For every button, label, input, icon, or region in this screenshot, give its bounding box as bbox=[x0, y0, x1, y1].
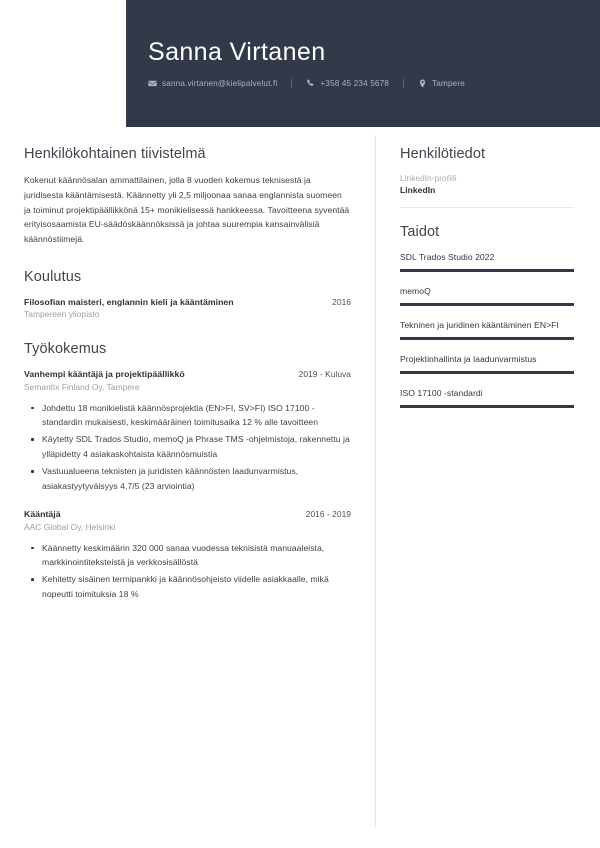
skill-bar-fill bbox=[400, 405, 574, 408]
experience-role: Kääntäjä bbox=[24, 509, 61, 520]
education-date: 2016 bbox=[332, 296, 351, 307]
skill-bar-fill bbox=[400, 337, 574, 340]
experience-date: 2019 - Kuluva bbox=[298, 369, 351, 380]
skill-item bbox=[400, 319, 574, 340]
education-entry bbox=[24, 296, 351, 319]
main-column bbox=[0, 127, 375, 604]
skill-bar-track bbox=[400, 337, 574, 340]
experience-bullets bbox=[24, 541, 351, 602]
skill-name: Projektinhallinta ja laadunvarmistus bbox=[400, 354, 537, 365]
contact-location[interactable] bbox=[418, 79, 465, 88]
contact-location-text: Tampere bbox=[432, 78, 465, 88]
experience-employer: Semantix Finland Oy, Tampere bbox=[24, 381, 140, 392]
skill-bar-fill bbox=[400, 269, 574, 272]
experience-date: 2016 - 2019 bbox=[305, 509, 351, 520]
experience-employer: AAC Global Oy, Helsinki bbox=[24, 521, 116, 532]
skill-item bbox=[400, 285, 574, 306]
contact-phone-text: +358 45 234 5678 bbox=[320, 78, 390, 88]
list-item: Käännetty keskimäärin 320 000 sanaa vuodessa teknisistä manuaaleista, markkinointiteksteistä ja verkkosisällöstä bbox=[42, 541, 351, 570]
contact-row bbox=[148, 79, 600, 88]
experience-role: Vanhempi kääntäjä ja projektipäällikkö bbox=[24, 369, 185, 380]
contact-phone[interactable] bbox=[306, 79, 389, 88]
section-summary bbox=[24, 146, 351, 247]
skill-bar-track bbox=[400, 269, 574, 272]
education-institution: Tampereen yliopisto bbox=[24, 309, 100, 320]
contact-separator bbox=[403, 79, 404, 88]
experience-bullets bbox=[24, 401, 351, 494]
list-item: Kehitetty sisäinen termipankki ja käännösohjeisto viidelle asiakkaalle, mikä nopeutti toimituksia 18 % bbox=[42, 572, 351, 601]
contact-email-text: sanna.virtanen@kielipalvelut.fi bbox=[162, 78, 278, 88]
page-title: Sanna Virtanen bbox=[148, 38, 326, 67]
skill-bar-fill bbox=[400, 303, 574, 306]
experience-entry bbox=[24, 368, 351, 493]
sidebar-divider bbox=[400, 207, 574, 208]
skill-bar-track bbox=[400, 303, 574, 306]
section-skills bbox=[400, 224, 574, 408]
list-item: Johdettu 18 monikielistä käännösprojektia (EN>FI, SV>FI) ISO 17100 -standardin mukaisesti, keskimääräinen toimitusaika 12 % alle tavoitteen bbox=[42, 401, 351, 430]
skill-name: SDL Trados Studio 2022 bbox=[400, 252, 495, 262]
skill-item bbox=[400, 251, 574, 272]
experience-entry-head bbox=[24, 368, 351, 380]
experience-entry bbox=[24, 508, 351, 601]
envelope-icon bbox=[148, 79, 157, 88]
section-experience bbox=[24, 341, 351, 601]
section-title-education: Koulutus bbox=[24, 268, 82, 285]
skill-bar-fill bbox=[400, 371, 574, 374]
location-pin-icon bbox=[418, 79, 427, 88]
skill-name: ISO 17100 -standardi bbox=[400, 388, 483, 399]
skill-item bbox=[400, 353, 574, 374]
education-degree: Filosofian maisteri, englannin kieli ja kääntäminen bbox=[24, 296, 234, 307]
skill-name: memoQ bbox=[400, 286, 431, 297]
skill-name: Tekninen ja juridinen kääntäminen EN>FI bbox=[400, 320, 559, 331]
resume-header bbox=[126, 0, 600, 127]
skill-item bbox=[400, 387, 574, 408]
phone-icon bbox=[306, 79, 315, 88]
personal-info-item-linkedin bbox=[400, 173, 574, 203]
list-item: Käytetty SDL Trados Studio, memoQ ja Phrase TMS -ohjelmistoja, rakennettu ja ylläpidetty 4 asiakaskohtaista käännösmuistia bbox=[42, 432, 351, 461]
resume-body bbox=[0, 127, 600, 828]
contact-email[interactable] bbox=[148, 79, 277, 88]
skill-bar-track bbox=[400, 371, 574, 374]
education-entry-head bbox=[24, 296, 351, 308]
list-item: Vastuualueena teknisten ja juridisten käännösten laadunvarmistus, asiakastyytyväisyys 4,7/5 (23 arviointia) bbox=[42, 464, 351, 493]
section-title-skills: Taidot bbox=[400, 224, 440, 240]
sidebar-column bbox=[376, 127, 600, 421]
section-personal-info bbox=[400, 146, 574, 208]
section-title-personal-info: Henkilötiedot bbox=[400, 146, 486, 162]
section-title-experience: Työkokemus bbox=[24, 341, 107, 358]
skill-bar-track bbox=[400, 405, 574, 408]
summary-text: Kokenut käännösalan ammattilainen, jolla 8 vuoden kokemus teknisestä ja juridisesta kääntämisestä. Käännetty yli 2,5 miljoonaa sanaa englannista suomeen ja toiminut projektipäällikkönä 15+ monikielisessä hankkeessa. Tavoitteena syventää erityisosaamista EU-säädöskäännöksissä ja johtaa suurempia kansainvälisiä käännöstiimejä. bbox=[24, 175, 350, 245]
contact-separator bbox=[291, 79, 292, 88]
personal-info-label: LinkedIn-profiili bbox=[400, 173, 457, 183]
section-title-summary: Henkilökohtainen tiivistelmä bbox=[24, 146, 206, 162]
section-education bbox=[24, 269, 351, 319]
experience-entry-head bbox=[24, 508, 351, 520]
personal-info-value[interactable]: LinkedIn bbox=[400, 185, 436, 195]
